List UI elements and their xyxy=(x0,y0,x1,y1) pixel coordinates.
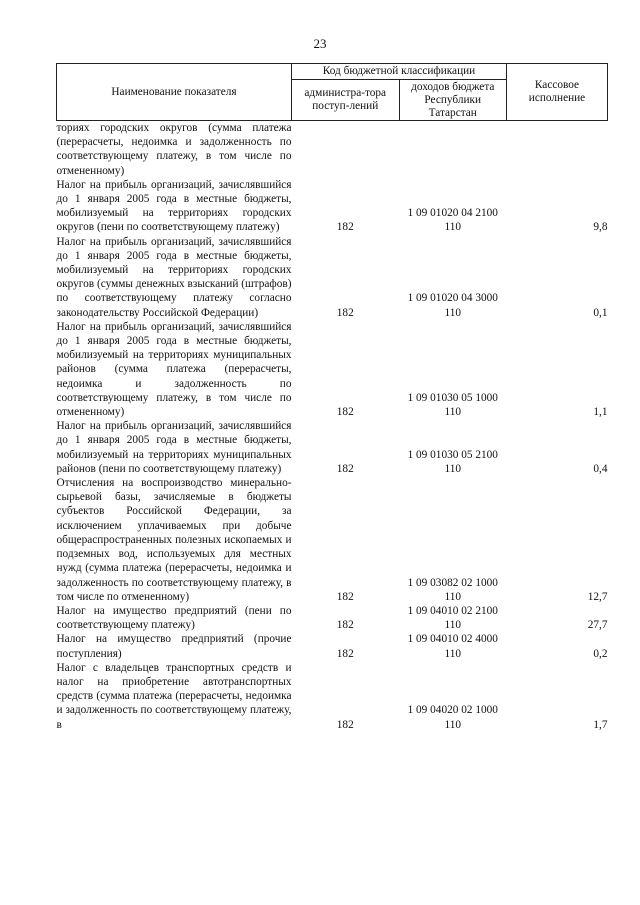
table-body xyxy=(57,121,608,732)
cell-exec: 0,4 xyxy=(593,462,608,475)
page-number: 23 xyxy=(313,36,327,51)
cell-exec: 0,1 xyxy=(593,306,608,319)
cell-income: 1 09 01030 05 1000 110 xyxy=(407,391,498,419)
table-row xyxy=(57,235,608,320)
cell-admin: 182 xyxy=(336,647,354,660)
cell-income: 1 09 01020 04 2100 110 xyxy=(407,207,498,234)
cell-income: 1 09 03082 02 1000 110 xyxy=(407,576,498,603)
cell-admin: 182 xyxy=(336,718,354,731)
table-row xyxy=(57,178,608,235)
cell-name: Налог с владельцев транспортных средств и налог на приобретение автотранспортных средств (сумма платежа (перерасчеты, недоимка и задолженность по соответствующему платежу, в xyxy=(56,661,292,731)
budget-table xyxy=(56,63,608,732)
cell-name: Налог на прибыль организаций, зачислявшийся до 1 января 2005 года в местные бюджеты, мобилизуемый на территориях городских округов (суммы денежных взысканий (штрафов) по соответствующему платежу согласно законодательству Российской Федерации) xyxy=(56,235,292,319)
cell-admin: 182 xyxy=(336,590,354,603)
header-code-group: Код бюджетной классификации xyxy=(292,64,507,80)
cell-income: 1 09 01030 05 2100 110 xyxy=(407,448,498,475)
cell-name: ториях городских округов (сумма платежа (перерасчеты, недоимка и задолженность по соответствующему платежу, в том числе по отмененному) xyxy=(56,122,292,177)
table-row xyxy=(57,476,608,604)
header-admin: администра-тора поступ-лений xyxy=(292,80,400,121)
cell-income: 1 09 04010 02 4000 110 xyxy=(407,633,498,660)
table-row xyxy=(57,121,608,178)
table-row xyxy=(57,661,608,732)
cell-exec: 1,1 xyxy=(593,406,608,419)
cell-name: Налог на прибыль организаций, зачислявшийся до 1 января 2005 года в местные бюджеты, мобилизуемый на территориях муниципальных районов (сумма платежа (перерасчеты, недоимка и задолженность по соответствующему платежу, в том числе по отмененному) xyxy=(56,320,292,419)
table-row xyxy=(57,419,608,476)
cell-exec: 1,7 xyxy=(593,718,608,731)
cell-income: 1 09 04020 02 1000 110 xyxy=(407,704,498,731)
cell-admin: 182 xyxy=(336,406,354,419)
cell-exec: 12,7 xyxy=(587,590,608,603)
cell-name: Налог на имущество предприятий (пени по соответствующему платежу) xyxy=(56,604,292,632)
cell-income: 1 09 04010 02 2100 110 xyxy=(407,604,498,632)
cell-name: Налог на имущество предприятий (прочие поступления) xyxy=(56,633,292,660)
cell-name: Налог на прибыль организаций, зачислявшийся до 1 января 2005 года в местные бюджеты, мобилизуемый на территориях городских округов (пени по соответствующему платежу) xyxy=(56,178,292,234)
table-row xyxy=(57,320,608,419)
cell-admin: 182 xyxy=(336,221,354,234)
table-header xyxy=(57,64,608,121)
cell-admin: 182 xyxy=(336,306,354,319)
cell-name: Налог на прибыль организаций, зачислявшийся до 1 января 2005 года в местные бюджеты, мобилизуемый на территориях муниципальных районов (пени по соответствующему платежу) xyxy=(56,420,292,475)
table-row xyxy=(57,632,608,660)
cell-exec xyxy=(507,121,608,178)
cell-income: 1 09 01020 04 3000 110 xyxy=(407,292,498,319)
header-income: доходов бюджета Республики Татарстан xyxy=(399,80,507,121)
cell-admin: 182 xyxy=(336,619,354,632)
table-row xyxy=(57,604,608,632)
cell-admin: 182 xyxy=(336,462,354,475)
header-exec: Кассовое исполнение xyxy=(507,64,608,121)
cell-exec: 9,8 xyxy=(593,221,608,234)
cell-admin xyxy=(292,121,400,178)
cell-income xyxy=(399,121,507,178)
cell-exec: 0,2 xyxy=(593,647,608,660)
cell-exec: 27,7 xyxy=(587,619,608,632)
cell-name: Отчисления на воспроизводство минерально-сырьевой базы, зачисляемые в бюджеты субъектов Российской Федерации, за исключением уплачиваемых при добыче общераспространенных полезных ископаемых и подземных вод, используемых для местных нужд (сумма платежа (перерасчеты, недоимка и задолженность по соответствующему платежу, в том числе по отмененному) xyxy=(56,477,292,603)
header-name: Наименование показателя xyxy=(57,64,292,121)
